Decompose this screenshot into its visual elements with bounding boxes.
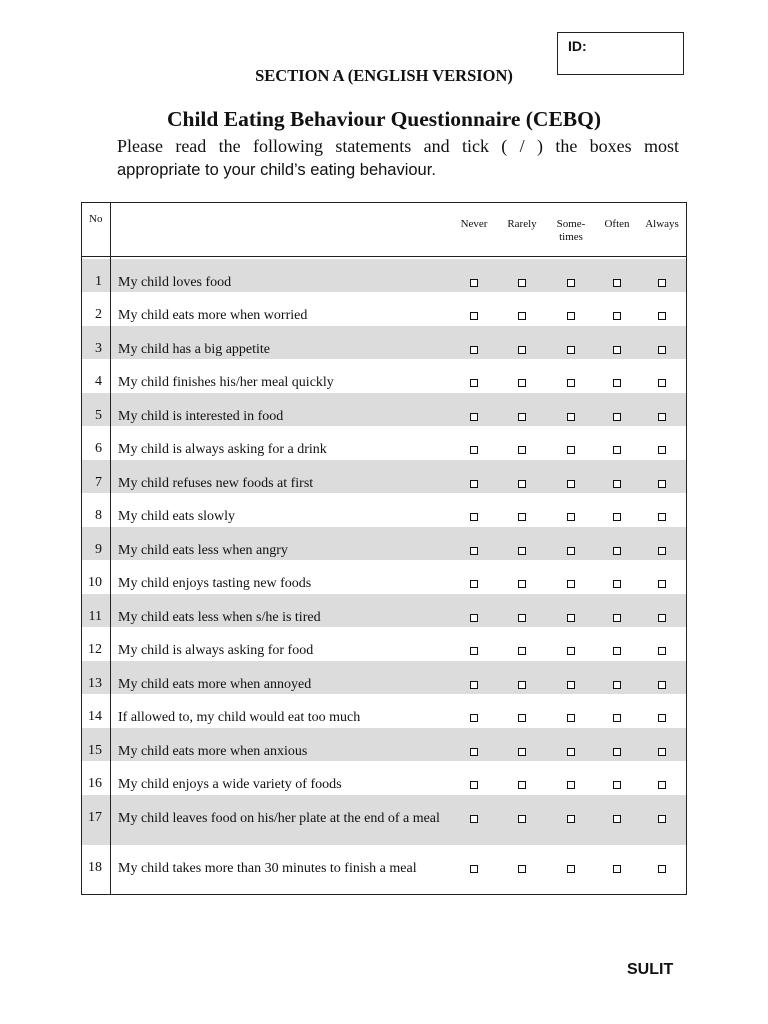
checkbox-often[interactable] — [613, 748, 621, 756]
row-number: 11 — [88, 609, 102, 624]
checkbox-often[interactable] — [613, 614, 621, 622]
option-header-0: Never — [460, 218, 488, 230]
checkbox-rarely[interactable] — [518, 513, 526, 521]
checkbox-always[interactable] — [658, 413, 666, 421]
checkbox-rarely[interactable] — [518, 312, 526, 320]
table-row — [82, 795, 686, 845]
row-number: 14 — [88, 709, 102, 724]
row-number: 13 — [88, 676, 102, 691]
checkbox-rarely[interactable] — [518, 865, 526, 873]
table-row — [82, 594, 686, 627]
checkbox-sometimes[interactable] — [567, 312, 575, 320]
checkbox-always[interactable] — [658, 547, 666, 555]
checkbox-rarely[interactable] — [518, 279, 526, 287]
row-number: 15 — [88, 743, 102, 758]
table-row — [82, 761, 686, 795]
row-statement: My child eats more when worried — [118, 308, 308, 323]
row-statement: If allowed to, my child would eat too much — [118, 710, 361, 725]
checkbox-always[interactable] — [658, 714, 666, 722]
checkbox-rarely[interactable] — [518, 547, 526, 555]
checkbox-never[interactable] — [470, 446, 478, 454]
header-divider — [82, 256, 686, 257]
checkbox-often[interactable] — [613, 781, 621, 789]
checkbox-rarely[interactable] — [518, 480, 526, 488]
checkbox-sometimes[interactable] — [567, 413, 575, 421]
checkbox-always[interactable] — [658, 647, 666, 655]
checkbox-always[interactable] — [658, 815, 666, 823]
checkbox-always[interactable] — [658, 580, 666, 588]
checkbox-rarely[interactable] — [518, 815, 526, 823]
row-statement: My child enjoys a wide variety of foods — [118, 777, 342, 792]
checkbox-never[interactable] — [470, 781, 478, 789]
checkbox-sometimes[interactable] — [567, 647, 575, 655]
checkbox-often[interactable] — [613, 547, 621, 555]
checkbox-never[interactable] — [470, 480, 478, 488]
checkbox-always[interactable] — [658, 865, 666, 873]
table-row — [82, 527, 686, 560]
row-number: 6 — [95, 441, 102, 456]
row-statement: My child is always asking for food — [118, 643, 314, 658]
option-header-3: Often — [604, 218, 630, 230]
checkbox-always[interactable] — [658, 379, 666, 387]
row-number: 18 — [88, 860, 102, 875]
checkbox-often[interactable] — [613, 279, 621, 287]
checkbox-sometimes[interactable] — [567, 547, 575, 555]
checkbox-sometimes[interactable] — [567, 480, 575, 488]
table-row — [82, 627, 686, 661]
checkbox-rarely[interactable] — [518, 748, 526, 756]
checkbox-often[interactable] — [613, 681, 621, 689]
checkbox-often[interactable] — [613, 513, 621, 521]
checkbox-never[interactable] — [470, 312, 478, 320]
row-statement: My child is interested in food — [118, 409, 284, 424]
checkbox-rarely[interactable] — [518, 681, 526, 689]
row-number: 10 — [88, 575, 102, 590]
table-row — [82, 694, 686, 728]
instructions-line-2: appropriate to your child’s eating behaviour. — [117, 161, 436, 179]
checkbox-rarely[interactable] — [518, 346, 526, 354]
checkbox-never[interactable] — [470, 547, 478, 555]
checkbox-never[interactable] — [470, 681, 478, 689]
option-header-2: Some- times — [556, 218, 586, 243]
row-number: 1 — [95, 274, 102, 289]
table-row — [82, 493, 686, 527]
instructions-line-1: Please read the following statements and tick ( / ) the boxes most — [117, 136, 679, 156]
instructions — [117, 134, 679, 182]
checkbox-often[interactable] — [613, 312, 621, 320]
checkbox-never[interactable] — [470, 865, 478, 873]
table-row — [82, 426, 686, 460]
checkbox-never[interactable] — [470, 513, 478, 521]
option-header-4: Always — [645, 218, 679, 230]
row-number: 17 — [88, 810, 102, 825]
checkbox-always[interactable] — [658, 279, 666, 287]
row-statement: My child takes more than 30 minutes to finish a meal — [118, 861, 417, 876]
checkbox-sometimes[interactable] — [567, 279, 575, 287]
row-statement: My child loves food — [118, 275, 232, 290]
row-statement: My child eats less when angry — [118, 543, 288, 558]
table-row — [82, 661, 686, 694]
checkbox-often[interactable] — [613, 446, 621, 454]
row-statement: My child eats more when anxious — [118, 744, 308, 759]
checkbox-rarely[interactable] — [518, 614, 526, 622]
checkbox-sometimes[interactable] — [567, 815, 575, 823]
checkbox-sometimes[interactable] — [567, 865, 575, 873]
column-divider — [110, 203, 111, 894]
checkbox-sometimes[interactable] — [567, 513, 575, 521]
row-statement: My child refuses new foods at first — [118, 476, 314, 491]
checkbox-never[interactable] — [470, 647, 478, 655]
id-label: ID: — [568, 38, 587, 54]
table-row — [82, 393, 686, 426]
checkbox-always[interactable] — [658, 446, 666, 454]
row-statement: My child eats less when s/he is tired — [118, 610, 321, 625]
checkbox-sometimes[interactable] — [567, 681, 575, 689]
table-row — [82, 326, 686, 359]
row-number: 5 — [95, 408, 102, 423]
checkbox-sometimes[interactable] — [567, 781, 575, 789]
table-row — [82, 460, 686, 493]
checkbox-never[interactable] — [470, 714, 478, 722]
checkbox-often[interactable] — [613, 379, 621, 387]
table-row — [82, 728, 686, 761]
table-row — [82, 560, 686, 594]
checkbox-always[interactable] — [658, 748, 666, 756]
checkbox-rarely[interactable] — [518, 580, 526, 588]
table-row — [82, 292, 686, 326]
checkbox-sometimes[interactable] — [567, 580, 575, 588]
no-column-header: No — [89, 213, 103, 225]
table-row — [82, 359, 686, 393]
checkbox-never[interactable] — [470, 279, 478, 287]
row-number: 8 — [95, 508, 102, 523]
row-number: 9 — [95, 542, 102, 557]
section-heading: SECTION A (ENGLISH VERSION) — [255, 66, 513, 85]
row-statement: My child has a big appetite — [118, 342, 271, 357]
row-statement: My child finishes his/her meal quickly — [118, 375, 334, 390]
checkbox-rarely[interactable] — [518, 781, 526, 789]
row-statement: My child leaves food on his/her plate at the end of a meal — [118, 811, 440, 826]
checkbox-always[interactable] — [658, 614, 666, 622]
questionnaire-table — [81, 202, 687, 895]
checkbox-always[interactable] — [658, 312, 666, 320]
checkbox-never[interactable] — [470, 413, 478, 421]
checkbox-never[interactable] — [470, 379, 478, 387]
table-row — [82, 845, 686, 894]
checkbox-always[interactable] — [658, 513, 666, 521]
checkbox-often[interactable] — [613, 647, 621, 655]
checkbox-rarely[interactable] — [518, 413, 526, 421]
checkbox-rarely[interactable] — [518, 446, 526, 454]
checkbox-sometimes[interactable] — [567, 714, 575, 722]
checkbox-often[interactable] — [613, 815, 621, 823]
row-number: 4 — [95, 374, 102, 389]
table-row — [82, 259, 686, 292]
checkbox-never[interactable] — [470, 748, 478, 756]
row-statement: My child eats more when annoyed — [118, 677, 312, 692]
option-header-1: Rarely — [507, 218, 537, 230]
checkbox-sometimes[interactable] — [567, 346, 575, 354]
row-number: 16 — [88, 776, 102, 791]
checkbox-often[interactable] — [613, 480, 621, 488]
checkbox-often[interactable] — [613, 714, 621, 722]
row-number: 7 — [95, 475, 102, 490]
checkbox-often[interactable] — [613, 346, 621, 354]
row-number: 3 — [95, 341, 102, 356]
checkbox-often[interactable] — [613, 413, 621, 421]
checkbox-rarely[interactable] — [518, 379, 526, 387]
checkbox-always[interactable] — [658, 781, 666, 789]
questionnaire-title: Child Eating Behaviour Questionnaire (CEBQ) — [166, 107, 602, 131]
checkbox-sometimes[interactable] — [567, 614, 575, 622]
checkbox-never[interactable] — [470, 580, 478, 588]
row-number: 2 — [95, 307, 102, 322]
checkbox-sometimes[interactable] — [567, 748, 575, 756]
checkbox-rarely[interactable] — [518, 714, 526, 722]
checkbox-rarely[interactable] — [518, 647, 526, 655]
checkbox-often[interactable] — [613, 865, 621, 873]
checkbox-always[interactable] — [658, 346, 666, 354]
checkbox-always[interactable] — [658, 480, 666, 488]
checkbox-never[interactable] — [470, 815, 478, 823]
row-statement: My child enjoys tasting new foods — [118, 576, 312, 591]
checkbox-never[interactable] — [470, 346, 478, 354]
checkbox-always[interactable] — [658, 681, 666, 689]
checkbox-often[interactable] — [613, 580, 621, 588]
checkbox-never[interactable] — [470, 614, 478, 622]
checkbox-sometimes[interactable] — [567, 379, 575, 387]
footer-classification: SULIT — [627, 961, 674, 978]
checkbox-sometimes[interactable] — [567, 446, 575, 454]
row-statement: My child eats slowly — [118, 509, 236, 524]
row-number: 12 — [88, 642, 102, 657]
row-statement: My child is always asking for a drink — [118, 442, 327, 457]
